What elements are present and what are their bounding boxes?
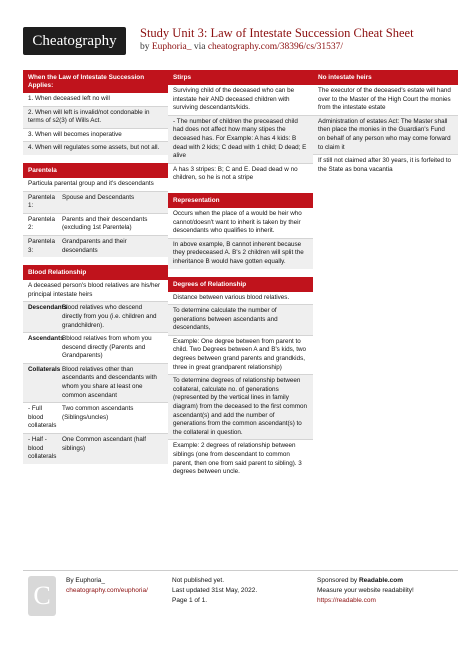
column-2 <box>168 70 313 487</box>
row-value: Two common ascendants (Siblings/uncles) <box>62 405 134 421</box>
list-item: In above example, B cannot inherent because they predeceased A. B's 2 children will split the inheritance B would have gotten equally. <box>168 239 313 269</box>
section-header: No intestate heirs <box>313 70 458 85</box>
list-item: 2. When will left is invalid/not condonable in terms of s2(3) of Wills Act. <box>23 107 168 129</box>
sponsor-tagline: Measure your website readability! <box>317 587 414 594</box>
table-row <box>23 236 168 257</box>
page-title: Study Unit 3: Law of Intestate Succession Cheat Sheet <box>140 26 414 40</box>
section-header: Representation <box>168 193 313 208</box>
list-item: Occurs when the place of a would be heir who cannot/doesn't want to inherit is taken by their descendants who qualifies to inherit. <box>168 208 313 239</box>
table-row <box>23 333 168 364</box>
author-link[interactable]: Euphoria_ <box>151 42 192 52</box>
row-key: - Full blood collaterals <box>28 405 57 430</box>
section-blood-relationship <box>23 265 168 464</box>
row-value: Grandparents and their descendants <box>62 237 127 254</box>
page-footer <box>0 570 474 670</box>
last-updated: Last updated 31st May, 2022. <box>172 587 258 594</box>
row-key: Parentela 3: <box>28 237 55 254</box>
table-row <box>23 214 168 236</box>
list-item: 3. When will becomes inoperative <box>23 129 168 143</box>
section-no-intestate-heirs <box>313 70 458 176</box>
row-value: Bblood relatives from whom you descend directly (Parents and Grandparents) <box>62 335 152 360</box>
list-item: 1. When deceased left no will <box>23 93 168 107</box>
list-item: A has 3 stripes: B; C and E. Dead dead w no children, so he is not a stripe <box>173 165 298 182</box>
row-key: Parentela 1: <box>28 193 55 210</box>
byline <box>140 42 343 52</box>
row-value: Blood relatives who descend directly from you (i.e. children and grandchildren). <box>62 304 157 329</box>
row-key: Ascendants <box>28 335 64 343</box>
footer-author-name[interactable]: Euphoria_ <box>75 577 106 584</box>
publish-status: Not published yet. <box>172 577 225 584</box>
by-prefix: by <box>140 42 150 52</box>
section-header: Blood Relationship <box>23 265 168 280</box>
footer-status <box>172 576 257 606</box>
section-intro: A deceased person's blood relatives are his/her principal intestate heirs <box>23 280 168 302</box>
column-1 <box>23 70 168 472</box>
row-value: Parents and their descendants (excluding 1st Parentela) <box>62 215 148 232</box>
section-header: Degrees of Relationship <box>168 277 313 292</box>
section-stirps <box>168 70 313 185</box>
list-item: To determine degrees of relationship between collateral, calculate no. of generations (represented by the vertical lines in family diagram) from the deceased to the first common ascendant(s) and add the number of generations from the common ascendant(s) to the collateral in question. <box>168 375 313 440</box>
row-key: Descendants <box>28 304 68 312</box>
section-parentela <box>23 163 168 257</box>
list-item: If still not claimed after 30 years, it is forfeited to the State as bona vacantia <box>318 157 451 173</box>
section-header: Parentela <box>23 163 168 178</box>
row-value: Blood relatives other than ascendants and descendants with whom you share at least one common ascendant <box>62 365 157 399</box>
row-value: One Common ascendant (half siblings) <box>62 436 147 452</box>
list-item: Example: 2 degrees of relationship between siblings (one from descendant to common parent, then one from said parent to sibling). 3 degrees between uncle. <box>173 442 302 476</box>
table-row <box>23 403 168 434</box>
row-value: Spouse and Descendants <box>62 193 135 201</box>
list-item: Example: One degree between from parent to child. Two Degrees between A and B's kids, two degrees between grand parents and grandkids, three in great grandparent relationship) <box>168 336 313 375</box>
list-item: - The number of children the preceased child had does not affect how many stipes the deceased has. For Example: A has 4 kids: B dead with 2 kids; C dead with 1 child; D dead; E alive <box>168 116 313 164</box>
footer-author <box>66 576 148 596</box>
footer-sponsor <box>317 576 414 606</box>
section-intro: Particula parental group and it's descendants <box>23 178 168 192</box>
list-item: The executor of the deceased's estate will hand over to the Master of the High Court the monies from the intestate estate <box>313 85 458 116</box>
sponsor-link[interactable]: https://readable.com <box>317 597 376 604</box>
section-degrees <box>168 277 313 479</box>
column-3 <box>313 70 458 184</box>
section-header: When the Law of Intestate Succession Applies: <box>23 70 168 93</box>
page-header <box>0 0 474 62</box>
section-representation <box>168 193 313 269</box>
list-item: 4. When will regulates some assets, but not all. <box>23 142 168 155</box>
table-row <box>23 364 168 403</box>
footer-divider <box>23 570 458 571</box>
list-item: Surviving child of the deceased who can be intestate heir AND deceased children with surviving descendants/kids. <box>168 85 313 116</box>
by-label: By <box>66 577 74 584</box>
section-when-applies <box>23 70 168 155</box>
sheet-url-link[interactable]: cheatography.com/38396/cs/31537/ <box>207 42 344 52</box>
list-item: To determine calculate the number of generations between ascendants and descendants, <box>168 305 313 336</box>
section-header: Stirps <box>168 70 313 85</box>
sponsor-name[interactable]: Readable.com <box>358 577 404 584</box>
author-avatar[interactable]: C <box>28 576 56 616</box>
list-item: Administration of estates Act: The Master shall then place the monies in the Guardian's Fund on behalf of any person who may come forward to claim it <box>313 116 458 155</box>
footer-author-link[interactable]: cheatography.com/euphoria/ <box>66 587 148 594</box>
row-key: Parentela 2: <box>28 215 55 232</box>
sponsor-prefix: Sponsored by <box>317 577 358 584</box>
page-number: Page 1 of 1. <box>172 597 208 604</box>
cheatography-logo[interactable]: Cheatography <box>23 27 126 55</box>
table-row <box>23 302 168 333</box>
list-item: Distance between various blood relatives. <box>168 292 313 306</box>
row-key: - Half - blood collaterals <box>28 436 57 461</box>
row-key: Collaterals <box>28 365 61 373</box>
table-row <box>23 192 168 214</box>
table-row <box>23 434 168 464</box>
via-text: via <box>193 42 206 52</box>
